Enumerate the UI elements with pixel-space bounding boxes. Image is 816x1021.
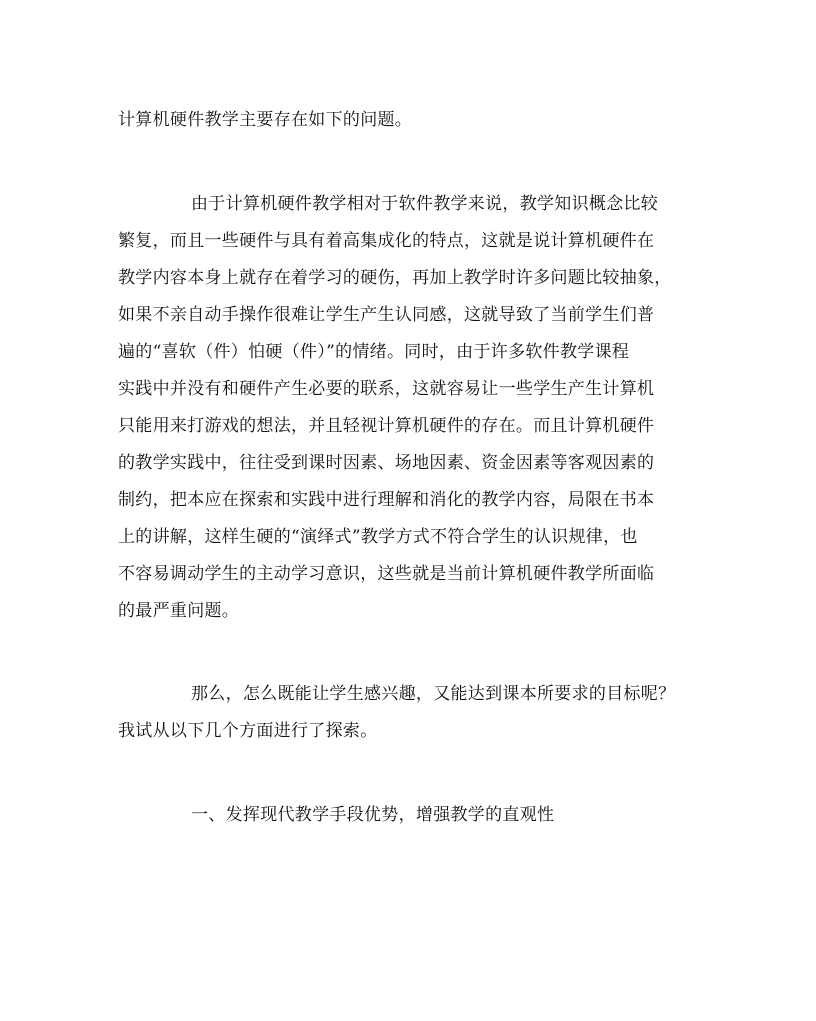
section-heading: 一、发挥现代教学手段优势，增强教学的直观性 [191, 805, 555, 825]
paragraph-1-line-4: 如果不亲自动手操作很难让学生产生认同感，这就导致了当前学生们普 [118, 305, 655, 325]
paragraph-1-line-11: 不容易调动学生的主动学习意识，这些就是当前计算机硬件教学所面临 [118, 564, 655, 584]
paragraph-1-line-8: 的教学实践中，往往受到课时因素、场地因素、资金因素等客观因素的 [118, 453, 655, 473]
paragraph-1-line-3: 教学内容本身上就存在着学习的硬伤，再加上教学时许多问题比较抽象， [118, 268, 672, 288]
paragraph-2-line-2: 我试从以下几个方面进行了探索。 [118, 721, 378, 741]
paragraph-1-line-12: 的最严重问题。 [118, 601, 240, 621]
paragraph-1-line-6: 实践中并没有和硬件产生必要的联系，这就容易让一些学生产生计算机 [118, 379, 655, 399]
paragraph-1-line-7: 只能用来打游戏的想法，并且轻视计算机硬件的存在。而且计算机硬件 [118, 416, 655, 436]
paragraph-1-line-10: 上的讲解，这样生硬的“演绎式”教学方式不符合学生的认识规律，也 [118, 527, 638, 547]
paragraph-2-line-1: 那么，怎么既能让学生感兴趣，又能达到课本所要求的目标呢？ [191, 684, 676, 704]
paragraph-1-line-5: 遍的“喜软（件）怕硬（件）”的情绪。同时，由于许多软件教学课程 [118, 342, 630, 362]
intro-line: 计算机硬件教学主要存在如下的问题。 [118, 110, 413, 130]
paragraph-1-line-2: 繁复，而且一些硬件与具有着高集成化的特点，这就是说计算机硬件在 [118, 231, 655, 251]
paragraph-1-line-9: 制约，把本应在探索和实践中进行理解和消化的教学内容，局限在书本 [118, 490, 655, 510]
paragraph-1-line-1: 由于计算机硬件教学相对于软件教学来说，教学知识概念比较 [191, 194, 659, 214]
